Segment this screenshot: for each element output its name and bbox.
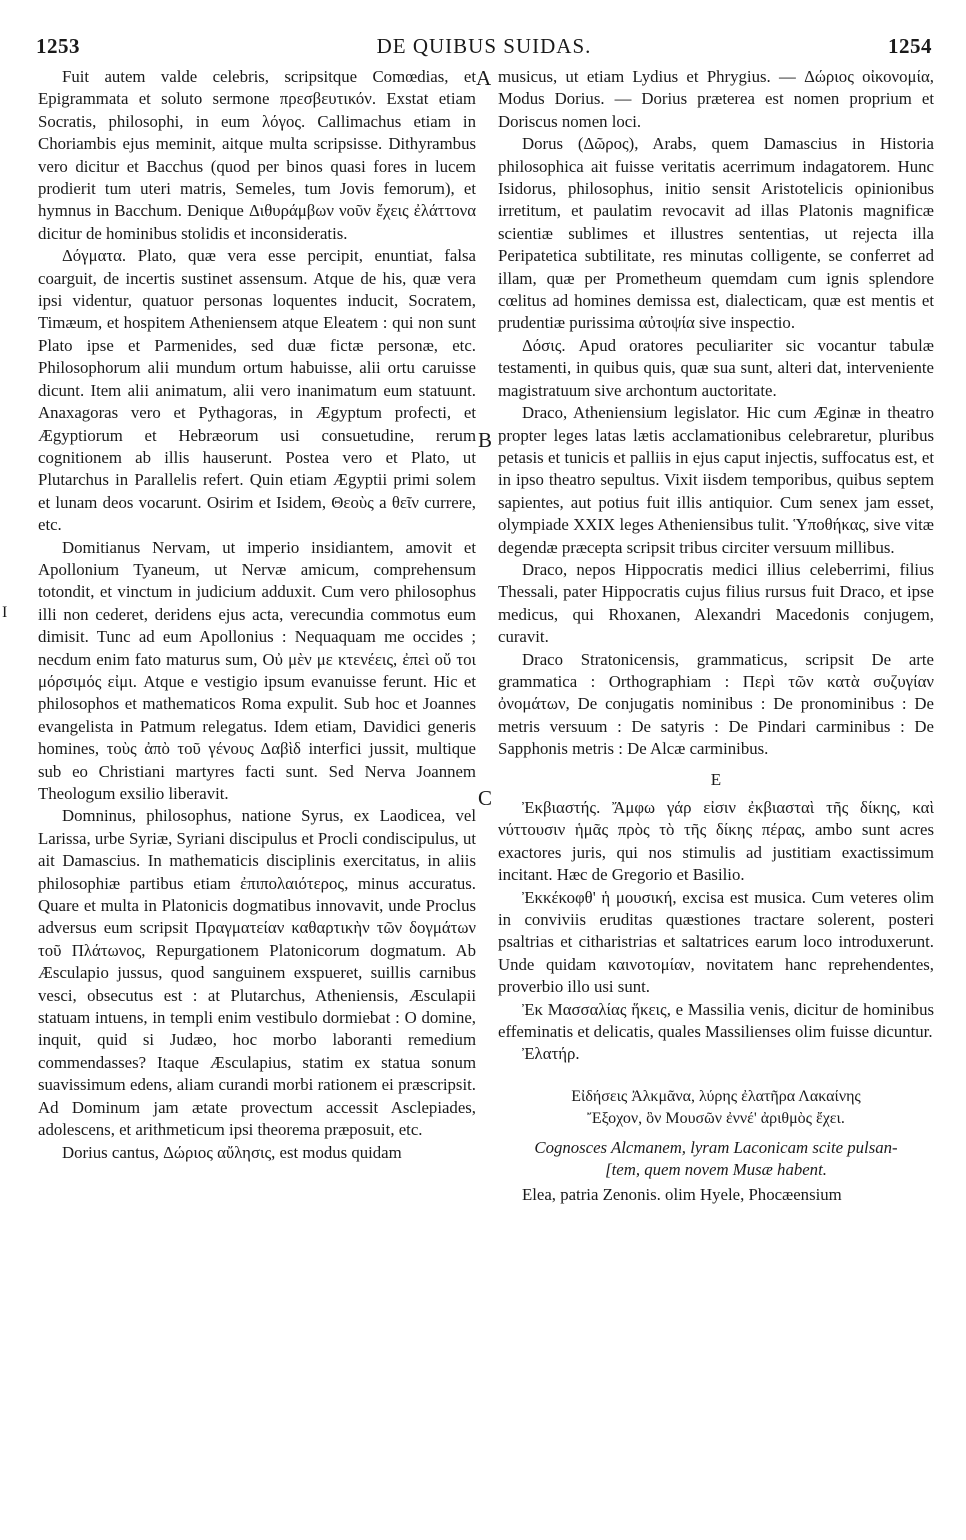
paragraph-dosis: Δόσις. Apud oratores peculiariter sic vocantur tabulæ testamenti, in quibus quis, quæ sua sunt, alteri dat, interveniente magistratuum sive archontum auctoritate.	[498, 335, 934, 400]
section-marker-b: B	[478, 428, 493, 452]
verse-latin	[498, 1137, 934, 1182]
paragraph-dogmata: Δόγματα. Plato, quæ vera esse percipit, enuntiat, falsa coarguit, de incertis sustinet assensum. Atque de his, quæ vera ipsi videntur, quatuor personas loquentes inducit, Socratem, Timæum, et hospitem Atheniensem atque Eleatem : qui non sunt Plato ipse et Parmenides, sed duæ fictæ personæ, etc. Philosophorum alii mundum ortum habuisse, alii ortu caruisse dicunt. Item alii animatum, alii vero inanimatum eum statuunt. Anaxagoras vero et Pythagoras, in Ægyptum profecti, et Ægyptiorum et Hebræorum usi consuetudine, rerum cognitionem ab illis hauserunt. Postea vero et Plato, ut Plutarchus in Parallelis refert. Quin etiam Ægyptii primi solem et lunam deos vocarunt. Osirim et Isidem, Θεοὺς a θεῖν currere, etc.	[38, 246, 476, 535]
paragraph-massilia: Ἐκ Μασσαλίας ἥκεις, e Massilia venis, dicitur de hominibus effeminatis et delicatis, quales Massilienses olim fuisse dicuntur.	[498, 999, 934, 1042]
paragraph-ekkekoph: Ἐκκέκοφθ' ἡ μουσική, excisa est musica. Cum veteres olim in conviviis eruditas quæstiones tractare solerent, posteri psaltrias et citharistrias et saltatrices earum loco introduxerunt. Unde quidam καινοτομίαν, novitatem hanc reprehendentes, proverbio illo usi sunt.	[498, 887, 934, 997]
paragraph-draco-nepos: Draco, nepos Hippocratis medici illius celeberrimi, filius Thessali, pater Hippocratis cujus filius rursus fuit Draco, et ipse medicus, qui Rhoxanen, Alexandri Macedonis conjugem, curavit.	[498, 559, 934, 647]
verse-latin-line: Cognosces Alcmanem, lyram Laconicam scite pulsan-	[534, 1137, 898, 1157]
verse-latin-line: [tem, quem novem Musæ habent.	[605, 1160, 827, 1180]
paragraph-draco-stratonicensis: Draco Stratonicensis, grammaticus, scripsit De arte grammatica : Orthographiam : Περὶ τῶν κατὰ συζυγίαν ὀνομάτων, De conjugatis nominibus : De pronominibus : De metris versuum : De satyris : De Pindari carminibus : De Sapphonis metris : De Alcæ carminibus.	[498, 649, 934, 759]
paragraph-ekbiastes: Ἐκβιαστής. Ἄμφω γάρ εἰσιν ἐκβιασταὶ τῆς δίκης, καὶ νύττουσιν ἡμᾶς πρὸς τὸ τῆς δίκης πέρας, ambo sunt acres exactores juris, qui nos stimulis ad justitiam exactissimum incitant. Hæc de Gregorio et Basilio.	[498, 798, 934, 885]
paragraph-dorius: Dorius cantus, Δώριος αὔλησις, est modus quidam	[62, 1142, 402, 1162]
paragraph-domitianus: Domitianus Nervam, ut imperio insidiantem, amovit et Apollonium Tyaneum, ut Nervæ amicum, comprehensum totondit, et vinctum in judicium adduxit. Cum vero philosophus illi non cederet, deridens ejus acta, verecundia commotus eum dimisit. Tunc ad eum Apollonius : Nequaquam me occides ; necdum enim fato maturus sum, Οὐ μὲν με κτενέεις, ἐπεὶ οὔ τοι μόρσιμός εἰμι. Atque e vestigio ipsum evanuisse ferunt. Hic et philosophos et mathematicos Roma expulit. Sub hoc et Joannes evangelista in Patmum relegatus. Idem etiam, Davidici generis homines, τοὺς ἀπὸ τοῦ γένους Δαβὶδ interfici jussit, multique sub eo Christiani martyres facti sunt. Sed Nerva Joannem Theologum exsilio liberavit.	[38, 537, 476, 803]
verse-greek-line: Εἰδήσεις Ἀλκμᾶνα, λύρης ἐλατῆρα Λακαίνης	[571, 1087, 861, 1105]
page-header	[36, 34, 932, 62]
verse-greek-line: Ἔξοχον, ὃν Μουσῶν ἐννέ' ἀριθμὸς ἔχει.	[587, 1110, 845, 1128]
paragraph-draco-legislator: Draco, Atheniensium legislator. Hic cum Æginæ in theatro propter leges latas lætis acclamationibus celebraretur, pluribus petasis et tunicis et palliis in ejus caput injectis, suffocatus est, et in ipso theatro sepultus. Vixit iisdem temporibus, quibus septem sapientes, aut potius fuit illis antiquior. Cum senex jam esset, olympiade XXIX leges Atheniensibus tulit. Ὑποθήκας, sive vitæ degendæ præcepta scripsit tribus circiter versuum millibus.	[498, 403, 934, 557]
paragraph-dorus: Dorus (Δῶρος), Arabs, quem Damascius in Historia philosophica ait fuisse veritatis acerrimum indagatorem. Hunc Isidorus, philosophus, initio sensit Aristotelicis opinionibus irretitum, et paulatim revocavit ad illas Platonis magnificæ scientiæ sublimes et illustres sententias, ut rejecta illa Peripatetica subtilitate, res minutas colligente, se conferret ad illam, quæ per Prometheum quemdam cum ignis splendore cœlitus ad homines demissa est, dialecticam, quæ est mentis et prudentiæ purissima αὐτοψία sive inspectio.	[498, 134, 934, 333]
section-marker-c: C	[478, 786, 493, 810]
paragraph-elater: Ἐλατήρ.	[522, 1044, 580, 1064]
section-letter-e: E	[710, 769, 722, 789]
verse-greek	[498, 1086, 934, 1131]
section-marker-a: A	[476, 66, 492, 90]
right-column	[498, 66, 934, 1206]
margin-mark: I	[2, 604, 8, 621]
left-column	[38, 66, 476, 1164]
page-number-right: 1254	[888, 34, 932, 58]
paragraph-comoedias: Fuit autem valde celebris, scripsitque Comœdias, et Epigrammata et soluto sermone πρεσβευτικόν. Exstat etiam Socratis, philosophi, in eum λόγος. Callimachus etiam in Choriambis ejus meminit, aitque multa scripsisse. Dithyrambus vero dicitur et Bacchus (quod per binos quasi fores in lucem prodierit tum uteri matris, Semeles, tum Jovis femorum), et hymnus in Bacchum. Denique Διθυράμβων νοῦν ἔχεις ἐλάττονα dicitur de hominibus stolidis et inconsideratis.	[38, 67, 476, 243]
paragraph-elea: Elea, patria Zenonis. olim Hyele, Phocæensium	[522, 1184, 842, 1204]
page-number-left: 1253	[36, 34, 80, 58]
paragraph-domninus: Domninus, philosophus, natione Syrus, ex Laodicea, vel Larissa, urbe Syriæ, Syriani discipulus et Procli condiscipulus, ut ait Damascius. In mathematicis disciplinis exercitatus, in aliis philosophiæ partibus etiam ἐπιπολαιότερος, minus accuratus. Quare et multa in Platonicis dogmatibus innovavit, unde Proclus adversus eum scripsit Πραγματείαν καθαρτικὴν τῶν δογμάτων τοῦ Πλάτωνος, Repurgationem Platonicorum dogmatum. Ab Æsculapio jussus, quod sanguinem exspueret, suillis carnibus vesci, obsecutus est : at Plutarchus, Atheniensis, Æsculapii statuam intuens, in templi enim vestibulo dormiebat : O domine, inquit, quid si Judæo, hoc morbo laboranti remedium commendasses? Itaque Æsculapius, statim ex statua sonum suavissimum edens, aliam curandi morbi rationem ei præscripsit. Ad Dominum jam ætate provectum accessit Asclepiades, adolescens, et arithmeticum ipsi theorema præposuit, etc.	[38, 806, 476, 1140]
running-title: DE QUIBUS SUIDAS.	[376, 34, 592, 58]
paragraph-musicus: musicus, ut etiam Lydius et Phrygius. — Δώριος οἰκονομία, Modus Dorius. — Dorius præterea est nomen proprium et Doriscus nomen loci.	[498, 67, 934, 131]
